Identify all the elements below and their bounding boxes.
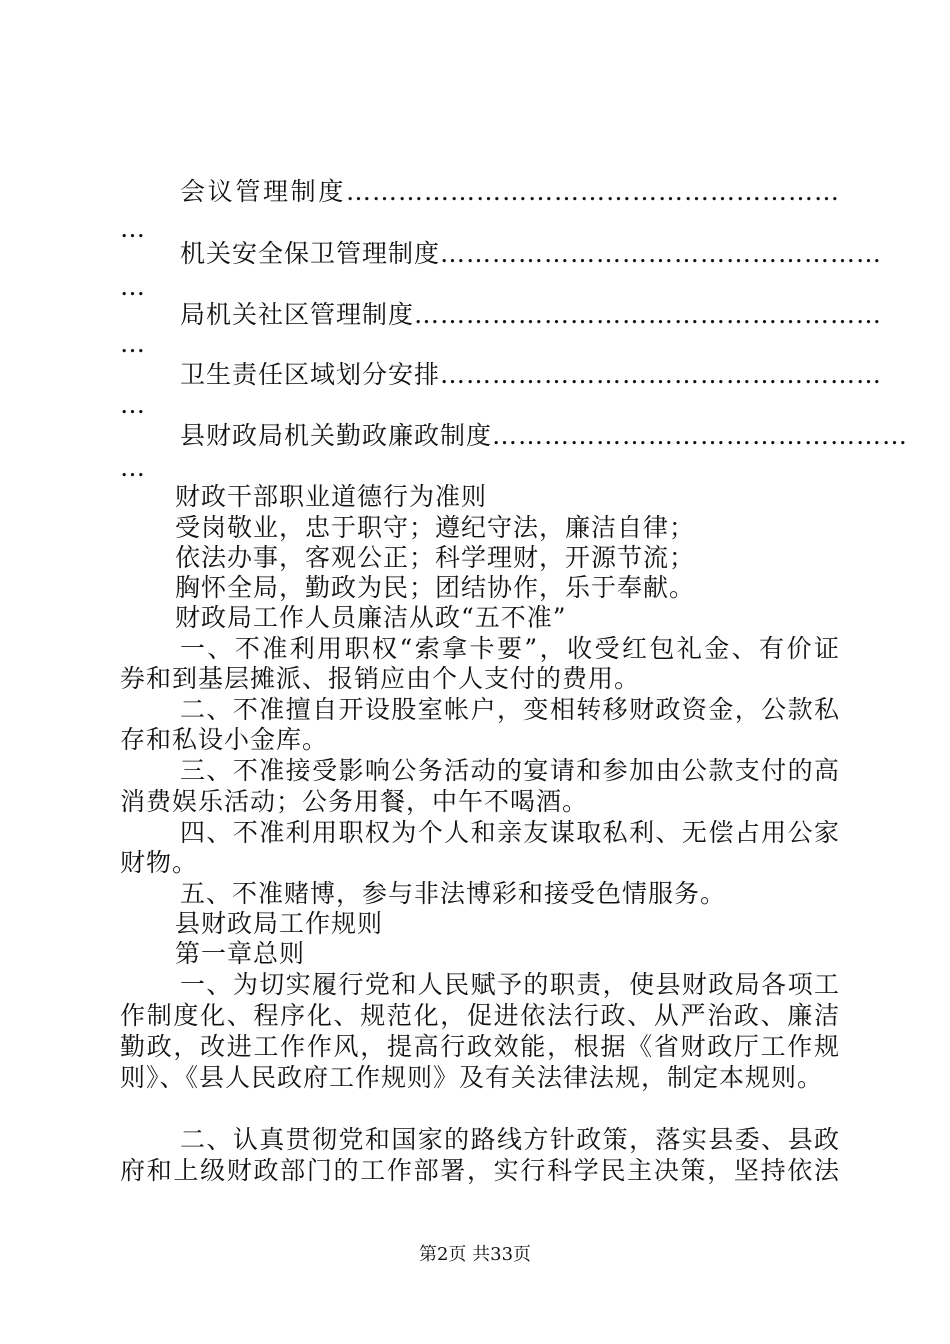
toc-leader-tail: … bbox=[120, 214, 146, 243]
five-nots-item-cont: 消费娱乐活动；公务用餐，中午不喝酒。 bbox=[120, 787, 589, 816]
ethics-line: 受岗敬业，忠于职守；遵纪守法，廉洁自律； bbox=[175, 513, 696, 542]
ethics-heading: 财政干部职业道德行为准则 bbox=[175, 482, 488, 511]
paragraph-line: 一、为切实履行党和人民赋予的职责，使县财政局各项工 bbox=[180, 970, 840, 999]
paragraph-line: 府和上级财政部门的工作部署，实行科学民主决策，坚持依法 bbox=[120, 1156, 840, 1185]
rules-heading: 县财政局工作规则 bbox=[175, 909, 384, 938]
toc-leader-tail: … bbox=[120, 272, 146, 301]
five-nots-item: 五、不准赌博，参与非法博彩和接受色情服务。 bbox=[180, 879, 727, 908]
five-nots-item-cont: 财物。 bbox=[120, 848, 199, 877]
paragraph-line: 勤政，改进工作作风，提高行政效能，根据《省财政厅工作规 bbox=[120, 1032, 840, 1061]
page-number-footer: 第2页 共33页 bbox=[418, 1244, 532, 1265]
paragraph-line: 作制度化、程序化、规范化，促进依法行政、从严治政、廉洁 bbox=[120, 1001, 840, 1030]
five-nots-item: 二、不准擅自开设股室帐户，变相转移财政资金，公款私 bbox=[180, 695, 840, 724]
toc-title: 局机关社区管理制度 bbox=[180, 300, 415, 329]
toc-title: 机关安全保卫管理制度 bbox=[180, 239, 441, 268]
ethics-line: 依法办事，客观公正；科学理财，开源节流； bbox=[175, 543, 696, 572]
five-nots-item-cont: 存和私设小金库。 bbox=[120, 725, 329, 754]
toc-title: 卫生责任区域划分安排 bbox=[180, 360, 441, 389]
toc-title: 县财政局机关勤政廉政制度 bbox=[180, 421, 493, 450]
toc-leader: ………………………………………………… bbox=[346, 177, 840, 206]
five-nots-item: 一、不准利用职权“索拿卡要”，收受红包礼金、有价证 bbox=[180, 634, 840, 663]
five-nots-item-cont: 券和到基层摊派、报销应由个人支付的费用。 bbox=[120, 664, 641, 693]
toc-leader: ……………………………………………… bbox=[414, 300, 883, 329]
paragraph-line: 则》、《县人民政府工作规则》及有关法律法规，制定本规则。 bbox=[120, 1063, 824, 1092]
paragraph-line: 二、认真贯彻党和国家的路线方针政策，落实县委、县政 bbox=[180, 1125, 840, 1154]
five-nots-item: 三、不准接受影响公务活动的宴请和参加由公款支付的高 bbox=[180, 756, 840, 785]
toc-entry bbox=[180, 237, 883, 271]
five-nots-heading: 财政局工作人员廉洁从政“五不准” bbox=[175, 603, 567, 632]
five-nots-item: 四、不准利用职权为个人和亲友谋取私利、无偿占用公家 bbox=[180, 818, 840, 847]
chapter-heading: 第一章总则 bbox=[175, 939, 306, 968]
toc-leader: …………………………………………… bbox=[440, 239, 883, 268]
toc-entry bbox=[180, 358, 883, 392]
toc-leader: …………………………………………… bbox=[440, 360, 883, 389]
toc-leader-tail: … bbox=[120, 453, 146, 482]
ethics-line: 胸怀全局，勤政为民；团结协作，乐于奉献。 bbox=[175, 573, 696, 602]
toc-leader-tail: … bbox=[120, 390, 146, 419]
toc-leader: ………………………………………… bbox=[492, 421, 909, 450]
toc-title: 会议管理制度 bbox=[180, 177, 346, 206]
toc-entry bbox=[180, 419, 909, 453]
toc-entry bbox=[180, 175, 840, 209]
toc-leader-tail: … bbox=[120, 329, 146, 358]
